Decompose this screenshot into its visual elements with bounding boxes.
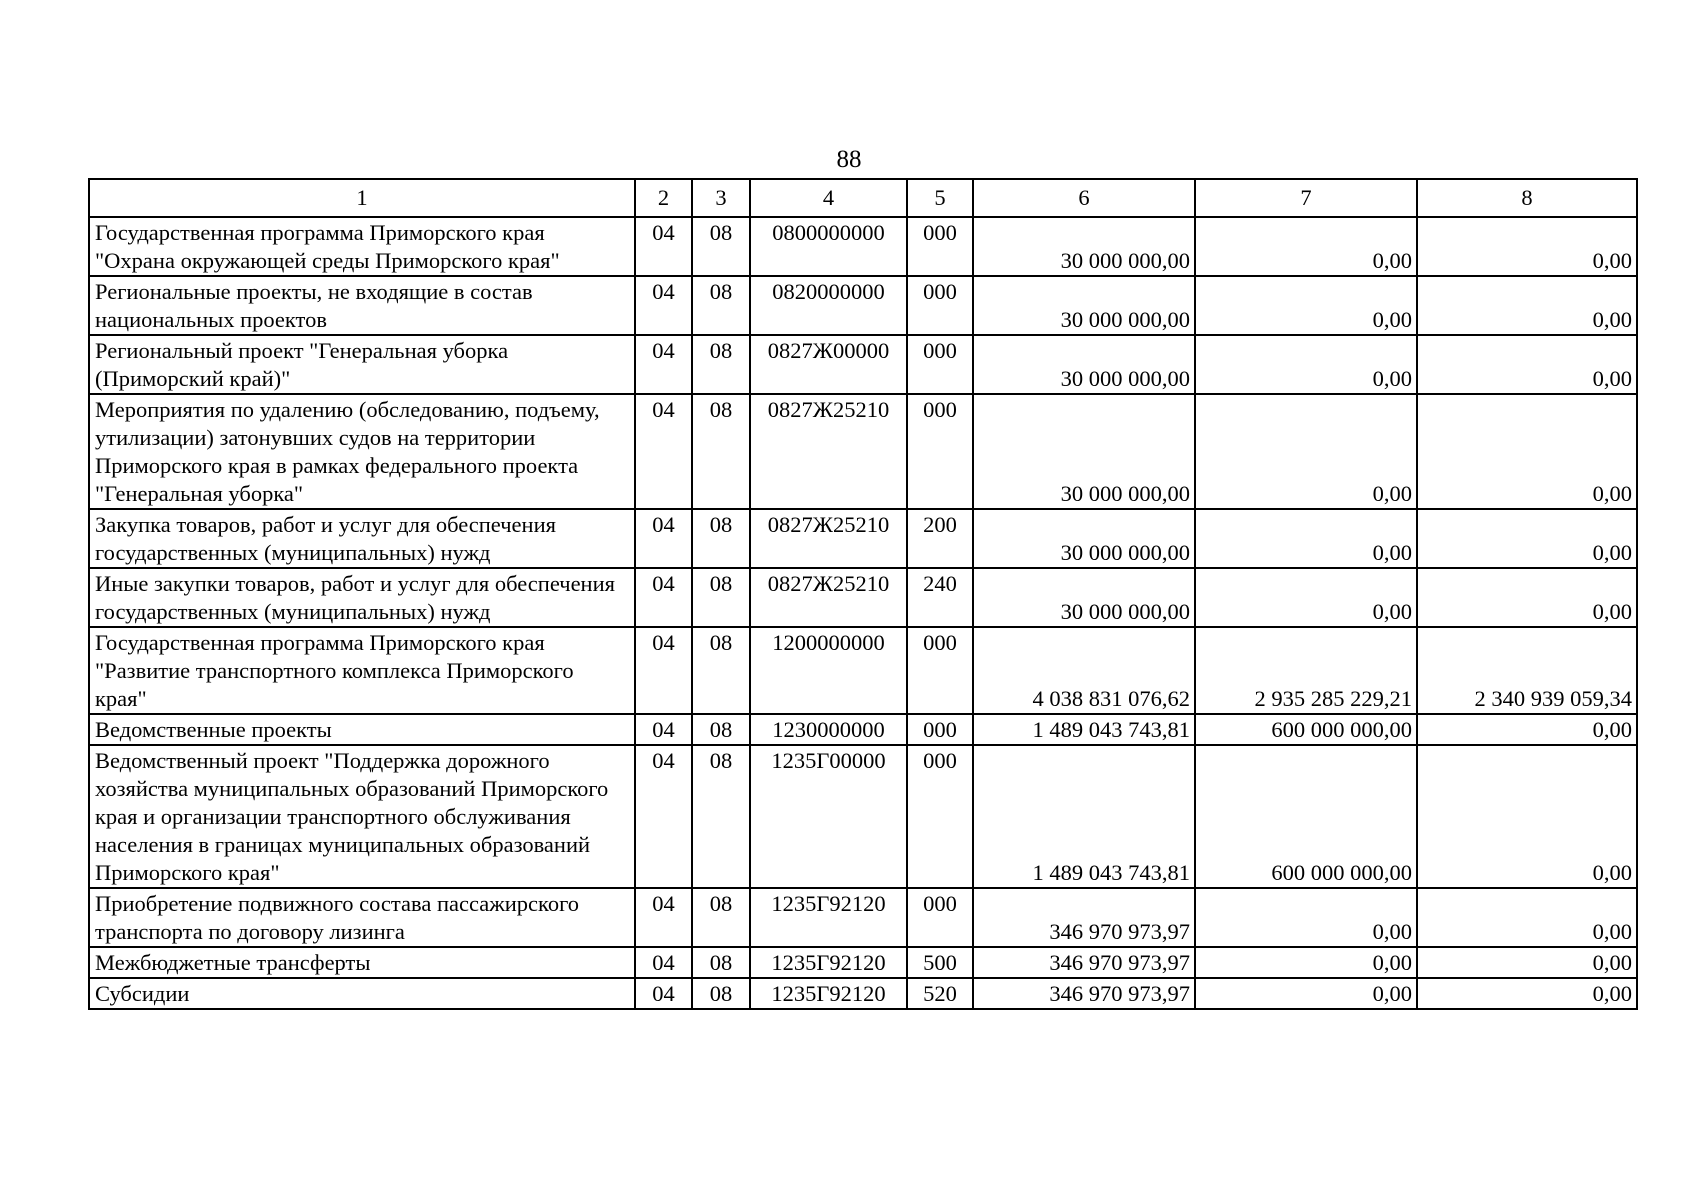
- expense-type-code: 000: [907, 627, 973, 714]
- amount-col-8: 0,00: [1417, 568, 1637, 627]
- amount-col-6: 30 000 000,00: [973, 335, 1195, 394]
- expense-type-code: 520: [907, 978, 973, 1009]
- header-row: [89, 179, 1637, 217]
- amount-col-8: 0,00: [1417, 217, 1637, 276]
- amount-col-6: 1 489 043 743,81: [973, 714, 1195, 745]
- amount-col-7: 0,00: [1195, 394, 1417, 509]
- subsection-code: 08: [692, 888, 750, 947]
- subsection-code: 08: [692, 276, 750, 335]
- expense-type-code: 200: [907, 509, 973, 568]
- table-row: [89, 947, 1637, 978]
- section-code: 04: [635, 276, 692, 335]
- column-header: 6: [973, 179, 1195, 217]
- amount-col-8: 0,00: [1417, 947, 1637, 978]
- row-name: Закупка товаров, работ и услуг для обеспечения государственных (муниципальных) нужд: [89, 509, 635, 568]
- section-code: 04: [635, 714, 692, 745]
- target-article-code: 1235Г92120: [750, 947, 907, 978]
- subsection-code: 08: [692, 714, 750, 745]
- target-article-code: 1235Г00000: [750, 745, 907, 888]
- subsection-code: 08: [692, 947, 750, 978]
- target-article-code: 0827Ж25210: [750, 394, 907, 509]
- expense-type-code: 000: [907, 335, 973, 394]
- table-row: [89, 627, 1637, 714]
- amount-col-7: 600 000 000,00: [1195, 714, 1417, 745]
- section-code: 04: [635, 978, 692, 1009]
- amount-col-6: 30 000 000,00: [973, 394, 1195, 509]
- table-row: [89, 276, 1637, 335]
- table-row: [89, 888, 1637, 947]
- amount-col-6: 346 970 973,97: [973, 888, 1195, 947]
- row-name: Ведомственные проекты: [89, 714, 635, 745]
- table-row: [89, 394, 1637, 509]
- amount-col-8: 0,00: [1417, 978, 1637, 1009]
- section-code: 04: [635, 745, 692, 888]
- section-code: 04: [635, 394, 692, 509]
- subsection-code: 08: [692, 335, 750, 394]
- row-name: Приобретение подвижного состава пассажирского транспорта по договору лизинга: [89, 888, 635, 947]
- target-article-code: 0827Ж00000: [750, 335, 907, 394]
- section-code: 04: [635, 217, 692, 276]
- row-name: Мероприятия по удалению (обследованию, подъему, утилизации) затонувших судов на территории Приморского края в рамках федерального проекта "Генеральная уборка": [89, 394, 635, 509]
- amount-col-6: 346 970 973,97: [973, 947, 1195, 978]
- amount-col-7: 600 000 000,00: [1195, 745, 1417, 888]
- row-name: Межбюджетные трансферты: [89, 947, 635, 978]
- amount-col-8: 0,00: [1417, 745, 1637, 888]
- expense-type-code: 000: [907, 714, 973, 745]
- amount-col-7: 0,00: [1195, 509, 1417, 568]
- expense-type-code: 000: [907, 276, 973, 335]
- section-code: 04: [635, 335, 692, 394]
- subsection-code: 08: [692, 627, 750, 714]
- column-header: 5: [907, 179, 973, 217]
- amount-col-7: 0,00: [1195, 276, 1417, 335]
- target-article-code: 0820000000: [750, 276, 907, 335]
- expense-type-code: 000: [907, 745, 973, 888]
- amount-col-7: 0,00: [1195, 217, 1417, 276]
- row-name: Иные закупки товаров, работ и услуг для обеспечения государственных (муниципальных) нужд: [89, 568, 635, 627]
- amount-col-6: 30 000 000,00: [973, 217, 1195, 276]
- column-header: 4: [750, 179, 907, 217]
- target-article-code: 1235Г92120: [750, 888, 907, 947]
- target-article-code: 0827Ж25210: [750, 568, 907, 627]
- amount-col-8: 0,00: [1417, 276, 1637, 335]
- expense-type-code: 000: [907, 394, 973, 509]
- target-article-code: 1235Г92120: [750, 978, 907, 1009]
- subsection-code: 08: [692, 394, 750, 509]
- target-article-code: 1230000000: [750, 714, 907, 745]
- table-row: [89, 335, 1637, 394]
- section-code: 04: [635, 568, 692, 627]
- table-row: [89, 509, 1637, 568]
- amount-col-7: 0,00: [1195, 978, 1417, 1009]
- expense-type-code: 240: [907, 568, 973, 627]
- amount-col-8: 0,00: [1417, 714, 1637, 745]
- table-row: [89, 217, 1637, 276]
- row-name: Региональные проекты, не входящие в состав национальных проектов: [89, 276, 635, 335]
- expense-type-code: 000: [907, 888, 973, 947]
- amount-col-6: 346 970 973,97: [973, 978, 1195, 1009]
- column-header: 3: [692, 179, 750, 217]
- table-row: [89, 978, 1637, 1009]
- amount-col-6: 30 000 000,00: [973, 276, 1195, 335]
- target-article-code: 1200000000: [750, 627, 907, 714]
- row-name: Ведомственный проект "Поддержка дорожного хозяйства муниципальных образований Приморского края и организации транспортного обслуживания населения в границах муниципальных образований Приморского края": [89, 745, 635, 888]
- table-row: [89, 714, 1637, 745]
- table-row: [89, 568, 1637, 627]
- amount-col-7: 2 935 285 229,21: [1195, 627, 1417, 714]
- expense-type-code: 500: [907, 947, 973, 978]
- row-name: Региональный проект "Генеральная уборка (Приморский край)": [89, 335, 635, 394]
- amount-col-6: 1 489 043 743,81: [973, 745, 1195, 888]
- column-header: 2: [635, 179, 692, 217]
- amount-col-8: 0,00: [1417, 888, 1637, 947]
- subsection-code: 08: [692, 217, 750, 276]
- section-code: 04: [635, 888, 692, 947]
- amount-col-8: 0,00: [1417, 335, 1637, 394]
- amount-col-6: 4 038 831 076,62: [973, 627, 1195, 714]
- subsection-code: 08: [692, 509, 750, 568]
- section-code: 04: [635, 509, 692, 568]
- amount-col-8: 0,00: [1417, 394, 1637, 509]
- row-name: Государственная программа Приморского края "Развитие транспортного комплекса Приморского края": [89, 627, 635, 714]
- subsection-code: 08: [692, 978, 750, 1009]
- page-number: 88: [836, 146, 862, 173]
- budget-table: [88, 178, 1638, 1010]
- row-name: Государственная программа Приморского края "Охрана окружающей среды Приморского края": [89, 217, 635, 276]
- column-header: 8: [1417, 179, 1637, 217]
- amount-col-8: 2 340 939 059,34: [1417, 627, 1637, 714]
- section-code: 04: [635, 627, 692, 714]
- amount-col-8: 0,00: [1417, 509, 1637, 568]
- row-name: Субсидии: [89, 978, 635, 1009]
- amount-col-6: 30 000 000,00: [973, 568, 1195, 627]
- amount-col-7: 0,00: [1195, 568, 1417, 627]
- amount-col-7: 0,00: [1195, 947, 1417, 978]
- column-header: 7: [1195, 179, 1417, 217]
- table-body: [89, 217, 1637, 1009]
- subsection-code: 08: [692, 745, 750, 888]
- expense-type-code: 000: [907, 217, 973, 276]
- amount-col-6: 30 000 000,00: [973, 509, 1195, 568]
- subsection-code: 08: [692, 568, 750, 627]
- target-article-code: 0800000000: [750, 217, 907, 276]
- target-article-code: 0827Ж25210: [750, 509, 907, 568]
- amount-col-7: 0,00: [1195, 888, 1417, 947]
- column-header: 1: [89, 179, 635, 217]
- section-code: 04: [635, 947, 692, 978]
- amount-col-7: 0,00: [1195, 335, 1417, 394]
- table-row: [89, 745, 1637, 888]
